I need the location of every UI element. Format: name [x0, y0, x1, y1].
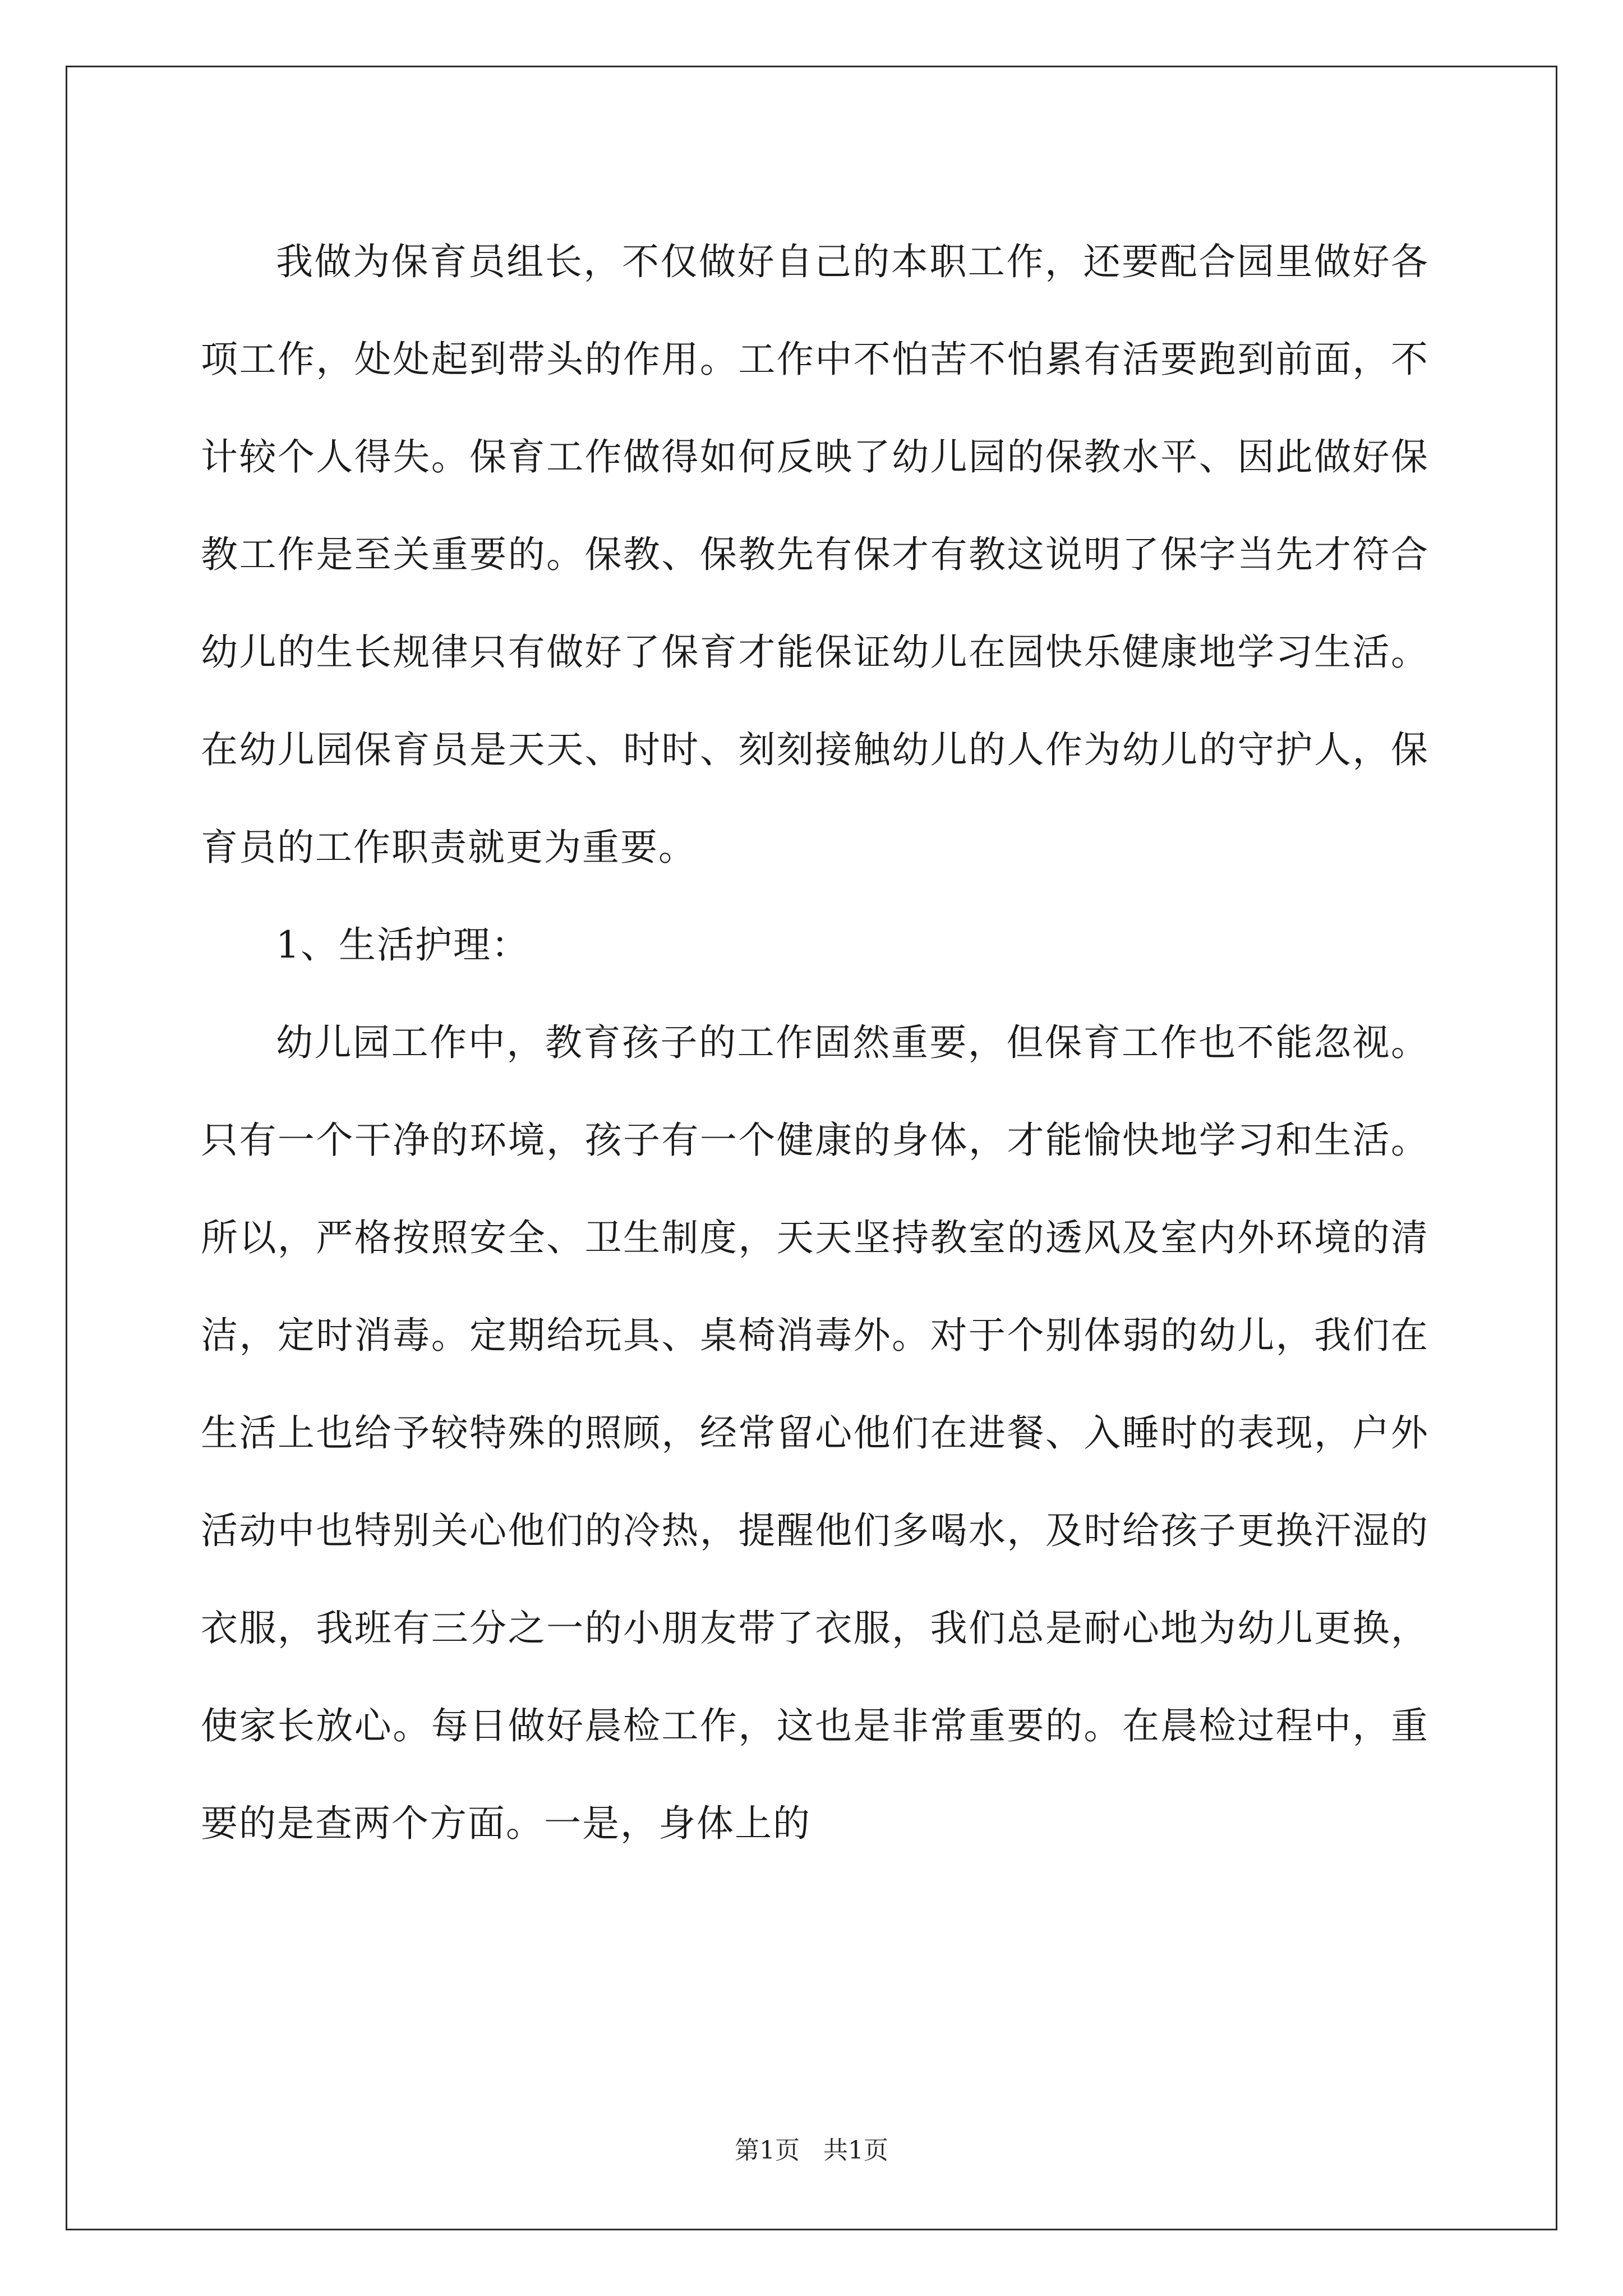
paragraph-life-care: 幼儿园工作中，教育孩子的工作固然重要，但保育工作也不能忽视。只有一个干净的环境，孩子有一个健康的身体，才能愉快地学习和生活。所以，严格按照安全、卫生制度，天天坚持教室的透风及室内外环境的清洁，定时消毒。定期给玩具、桌椅消毒外。对于个别体弱的幼儿，我们在生活上也给予较特殊的照顾，经常留心他们在进餐、入睡时的表现，户外活动中也特别关心他们的冷热，提醒他们多喝水，及时给孩子更换汗湿的衣服，我班有三分之一的小朋友带了衣服，我们总是耐心地为幼儿更换，使家长放心。每日做好晨检工作，这也是非常重要的。在晨检过程中，重要的是查两个方面。一是，身体上的 — [201, 1021, 1429, 1845]
section-heading-life-care: 1、生活护理： — [276, 923, 529, 967]
paragraph-intro: 我做为保育员组长，不仅做好自己的本职工作，还要配合园里做好各项工作，处处起到带头的作用。工作中不怕苦不怕累有活要跑到前面，不计较个人得失。保育工作做得如何反映了幼儿园的保教水平、因此做好保教工作是至关重要的。保教、保教先有保才有教这说明了保字当先才符合幼儿的生长规律只有做好了保育才能保证幼儿在园快乐健康地学习生活。在幼儿园保育员是天天、时时、刻刻接触幼儿的人作为幼儿的守护人，保育员的工作职责就更为重要。 — [201, 240, 1429, 869]
page-number-footer: 第1页 共1页 — [735, 2136, 888, 2165]
document-body — [201, 213, 1429, 1872]
